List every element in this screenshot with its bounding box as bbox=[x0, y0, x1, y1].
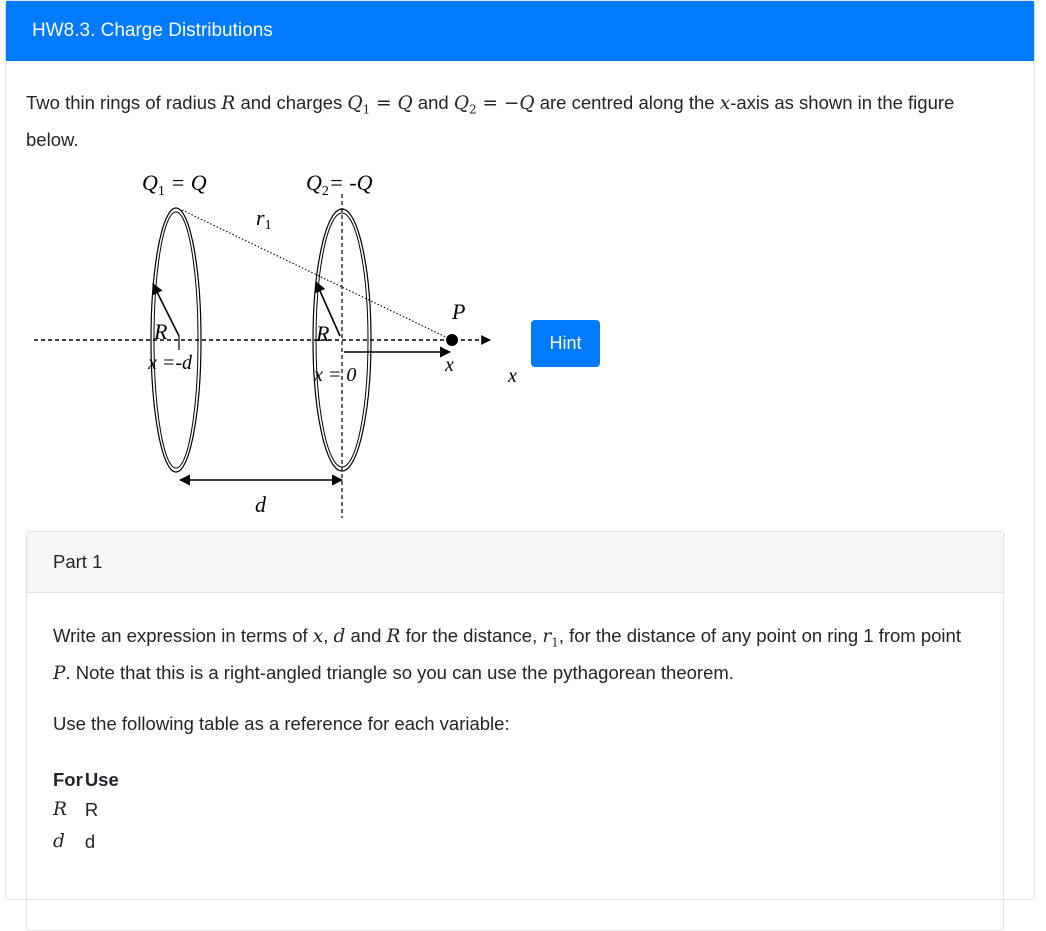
table-cell-symbol: R bbox=[53, 798, 67, 820]
part-1-table-intro: Use the following table as a reference for each variable: bbox=[53, 712, 510, 734]
q2-label: $Q_2= -Q$ bbox=[306, 170, 373, 199]
r1-label: r1 bbox=[256, 205, 272, 233]
part-1-header bbox=[27, 532, 1003, 593]
table-cell-use: d bbox=[84, 830, 96, 852]
part-1-title: Part 1 bbox=[53, 551, 103, 572]
x-neg-d-label: x =-d bbox=[148, 352, 193, 374]
table-header-for: For bbox=[53, 768, 83, 790]
part-1-card bbox=[26, 531, 1004, 931]
math-Q1: $Q_1$ bbox=[347, 93, 371, 117]
P-label: P bbox=[452, 299, 466, 324]
question-header bbox=[6, 1, 1034, 61]
math-R: R bbox=[221, 93, 236, 114]
table-row bbox=[53, 825, 121, 857]
x-axis-label: x bbox=[508, 365, 517, 387]
point-P bbox=[446, 334, 458, 346]
part-1-body bbox=[27, 593, 1003, 857]
R-label-left: R bbox=[154, 319, 168, 344]
variable-reference-table bbox=[53, 767, 121, 857]
math-Q2: $Q_2$ bbox=[453, 93, 477, 117]
math-x: x bbox=[719, 93, 731, 114]
table-cell-symbol: d bbox=[53, 830, 65, 852]
question-intro: Two thin rings of radius R and charges $Q_1 = Q$ and $Q_2 = -Q$ are centred along the x-axis as shown in the figure below. bbox=[26, 92, 955, 150]
table-header-use: Use bbox=[84, 768, 119, 790]
rings-figure bbox=[24, 160, 517, 522]
d-label: d bbox=[255, 492, 266, 517]
R-label-right: R bbox=[316, 321, 330, 346]
table-header-row bbox=[53, 767, 121, 793]
table-row bbox=[53, 793, 121, 825]
x-zero-label: x = 0 bbox=[314, 364, 357, 386]
q1-label: $Q_1 = Q$ bbox=[142, 170, 207, 199]
table-cell-use: R bbox=[84, 798, 99, 820]
x-label: x bbox=[445, 354, 454, 376]
question-title: HW8.3. Charge Distributions bbox=[32, 20, 273, 41]
part-1-instructions: Write an expression in terms of x, d and R for the distance, $r_1$, for the distance of any point on ring 1 from point P. Note that this is a right-angled triangle so you can use the pythagorean theorem. bbox=[53, 625, 961, 684]
hint-button[interactable]: Hint bbox=[531, 320, 600, 367]
